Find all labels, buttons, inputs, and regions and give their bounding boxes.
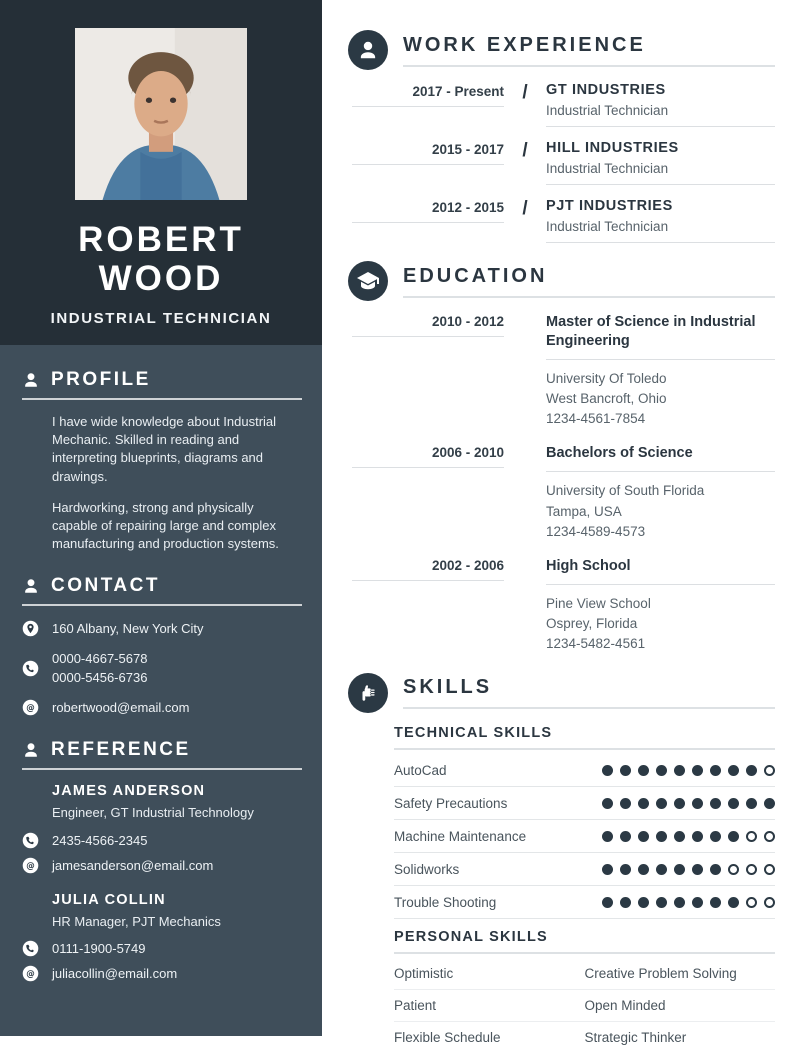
skill-dot (746, 765, 757, 776)
personal-skill: Strategic Thinker (584, 1029, 687, 1045)
skill-dot (746, 798, 757, 809)
skill-dot (620, 864, 631, 875)
svg-text:@: @ (26, 703, 35, 714)
skill-dot (638, 864, 649, 875)
contact-address-row (22, 619, 302, 639)
slash-separator: / (522, 198, 528, 219)
reference-name: JAMES ANDERSON (52, 783, 206, 800)
skill-row (394, 754, 775, 787)
person-icon (22, 577, 40, 595)
skill-dot (602, 897, 613, 908)
reference-name: JULIA COLLIN (52, 891, 166, 908)
skill-dot (674, 897, 685, 908)
reference-email: jamesanderson@email.com (52, 858, 214, 873)
skill-dot (710, 798, 721, 809)
skill-dot (638, 798, 649, 809)
avatar-portrait (75, 28, 247, 200)
personal-skill: Open Minded (584, 997, 666, 1013)
phone-icon (22, 832, 39, 849)
contact-email: robertwood@email.com (52, 699, 190, 715)
skill-dot (674, 765, 685, 776)
phone-icon (22, 940, 39, 957)
reference-email: juliacollin@email.com (52, 966, 178, 982)
work-experience-section (348, 30, 775, 243)
contact-phone-2: 0000-5456-6736 (52, 670, 148, 686)
reference-phone-row (22, 831, 302, 851)
email-icon (22, 965, 39, 982)
skill-name: Safety Precautions (394, 795, 508, 811)
skills-heading: SKILLS (403, 676, 775, 709)
skill-dot (692, 798, 703, 809)
skill-dot (620, 765, 631, 776)
reference-heading: REFERENCE (51, 739, 191, 761)
main-content (322, 0, 800, 1045)
work-role: Industrial Technician (546, 161, 669, 176)
skill-dot (656, 831, 667, 842)
skill-dot (656, 798, 667, 809)
reference-person (22, 892, 302, 984)
reference-person (22, 783, 302, 875)
skill-dot (764, 864, 775, 875)
education-location: Tampa, USA (546, 503, 622, 519)
person-title: INDUSTRIAL TECHNICIAN (50, 310, 272, 328)
work-dates: 2015 - 2017 (352, 142, 504, 165)
education-phone: 1234-4589-4573 (546, 523, 646, 539)
work-company: HILL INDUSTRIES (546, 140, 679, 156)
skill-dot (638, 831, 649, 842)
skill-dot (746, 864, 757, 875)
personal-skill-row (394, 958, 775, 990)
skill-dot (602, 864, 613, 875)
skill-dot (692, 831, 703, 842)
skill-rating (602, 765, 775, 776)
skill-dot (674, 831, 685, 842)
contact-heading: CONTACT (51, 575, 160, 597)
person-name: ROBERT WOOD (78, 220, 244, 299)
work-item (348, 82, 775, 127)
education-phone: 1234-5482-4561 (546, 636, 646, 652)
contact-phone-row (22, 649, 302, 688)
work-item (348, 198, 775, 243)
personal-skill: Patient (394, 997, 437, 1013)
skill-dot (656, 864, 667, 875)
personal-skills-heading: PERSONAL SKILLS (394, 929, 775, 954)
profile-section (22, 369, 302, 553)
work-role: Industrial Technician (546, 103, 669, 118)
person-icon (22, 371, 40, 389)
skill-row (394, 853, 775, 886)
skill-dot (710, 831, 721, 842)
profile-paragraph: I have wide knowledge about Industrial Mechanic. Skilled in reading and interpreting blueprints, diagrams and drawings. (52, 414, 277, 484)
education-item (348, 444, 775, 542)
skill-dot (692, 897, 703, 908)
skill-dot (674, 864, 685, 875)
contact-section-header (22, 575, 302, 606)
work-experience-heading: WORK EXPERIENCE (403, 34, 775, 67)
work-experience-icon (348, 30, 388, 70)
personal-skill-row (394, 1022, 775, 1053)
skill-dot (656, 765, 667, 776)
contact-section (22, 575, 302, 717)
education-location: West Bancroft, Ohio (546, 390, 667, 406)
skill-name: Trouble Shooting (394, 894, 497, 910)
education-phone: 1234-4561-7854 (546, 411, 646, 427)
skill-dot (764, 798, 775, 809)
skill-dot (602, 765, 613, 776)
skill-dot (674, 798, 685, 809)
skills-icon (348, 673, 388, 713)
skill-dot (728, 831, 739, 842)
skill-dot (602, 831, 613, 842)
personal-skill: Optimistic (394, 965, 454, 981)
profile-photo (75, 28, 247, 200)
skill-dot (656, 897, 667, 908)
education-degree: High School (546, 557, 775, 585)
education-section (348, 261, 775, 655)
work-item (348, 140, 775, 185)
work-experience-header (348, 30, 775, 70)
skill-name: Solidworks (394, 861, 460, 877)
skill-row (394, 886, 775, 919)
svg-text:@: @ (26, 969, 35, 980)
slash-separator: / (522, 82, 528, 103)
email-icon (22, 699, 39, 716)
svg-text:@: @ (26, 861, 35, 872)
personal-skill-row (394, 990, 775, 1022)
reference-phone: 2435-4566-2345 (52, 832, 148, 848)
skill-row (394, 787, 775, 820)
education-dates: 2006 - 2010 (352, 445, 504, 468)
skill-dot (620, 897, 631, 908)
education-item (348, 557, 775, 655)
contact-address: 160 Albany, New York City (52, 621, 204, 637)
skill-dot (746, 831, 757, 842)
contact-phone-1: 0000-4667-5678 (52, 650, 148, 666)
reference-email-row (22, 964, 302, 984)
skill-rating (602, 897, 775, 908)
graduation-cap-icon (348, 261, 388, 301)
skill-dot (692, 765, 703, 776)
skill-name: Machine Maintenance (394, 828, 527, 844)
sidebar-header (0, 0, 322, 345)
skill-dot (692, 864, 703, 875)
skill-dot (638, 765, 649, 776)
skill-dot (764, 765, 775, 776)
education-heading: EDUCATION (403, 265, 775, 298)
skill-dot (602, 798, 613, 809)
work-dates: 2012 - 2015 (352, 200, 504, 223)
education-school: Pine View School (546, 595, 651, 611)
location-pin-icon (22, 620, 39, 637)
skill-dot (638, 897, 649, 908)
skills-header (348, 673, 775, 713)
education-dates: 2010 - 2012 (352, 314, 504, 337)
skill-dot (710, 765, 721, 776)
phone-icon (22, 660, 39, 677)
reference-email-row (22, 856, 302, 876)
profile-section-header (22, 369, 302, 400)
profile-heading: PROFILE (51, 369, 151, 390)
skill-dot (620, 831, 631, 842)
reference-phone: 0111-1900-5749 (52, 940, 146, 956)
education-degree: Bachelors of Science (546, 444, 775, 472)
technical-skills-heading: TECHNICAL SKILLS (394, 725, 775, 750)
skill-dot (710, 864, 721, 875)
skill-rating (602, 864, 775, 875)
reference-phone-row (22, 939, 302, 959)
skills-section (348, 673, 775, 1053)
skill-dot (728, 798, 739, 809)
work-role: Industrial Technician (546, 219, 669, 234)
skill-dot (728, 864, 739, 875)
skill-dot (728, 765, 739, 776)
reference-role: HR Manager, PJT Mechanics (52, 913, 221, 929)
work-company: GT INDUSTRIES (546, 82, 666, 98)
skill-dot (710, 897, 721, 908)
work-company: PJT INDUSTRIES (546, 198, 673, 214)
skill-dot (620, 798, 631, 809)
education-item (348, 313, 775, 429)
skill-dot (764, 897, 775, 908)
skill-dot (746, 897, 757, 908)
reference-section (22, 739, 302, 983)
contact-phones (52, 649, 147, 688)
profile-paragraph: Hardworking, strong and physically capable of repairing large and complex manufacturing and production systems. (52, 499, 279, 552)
contact-email-row (22, 698, 302, 718)
sidebar-body (0, 345, 322, 1036)
skill-dot (764, 831, 775, 842)
skill-rating (602, 798, 775, 809)
education-school: University of South Florida (546, 483, 705, 499)
education-location: Osprey, Florida (546, 616, 638, 632)
sidebar (0, 0, 322, 1036)
skill-rating (602, 831, 775, 842)
slash-separator: / (522, 140, 528, 161)
skill-row (394, 820, 775, 853)
education-header (348, 261, 775, 301)
education-school: University Of Toledo (546, 370, 667, 386)
reference-section-header (22, 739, 302, 770)
work-dates: 2017 - Present (352, 84, 504, 107)
personal-skill: Creative Problem Solving (584, 965, 737, 981)
reference-role: Engineer, GT Industrial Technology (52, 805, 254, 821)
skill-dot (728, 897, 739, 908)
email-icon (22, 857, 39, 874)
education-degree: Master of Science in Industrial Engineering (546, 313, 775, 360)
person-icon (22, 741, 40, 759)
skill-name: AutoCad (394, 762, 447, 778)
personal-skill: Flexible Schedule (394, 1029, 501, 1045)
education-dates: 2002 - 2006 (352, 558, 504, 581)
